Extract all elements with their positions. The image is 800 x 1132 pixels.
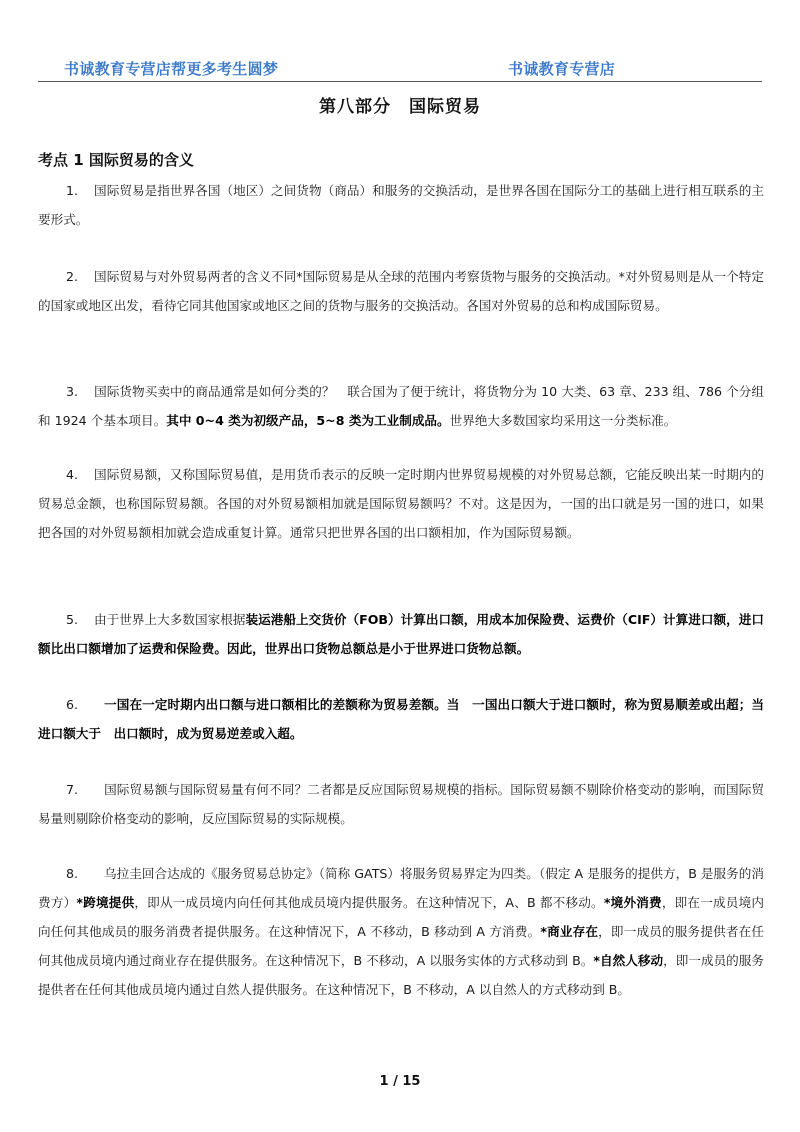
paragraph-6 <box>38 690 764 748</box>
paragraph-4 <box>38 460 764 547</box>
paragraph-text: 国际贸易与对外贸易两者的含义不同*国际贸易是从全球的范围内考察货物与服务的交换活动。*对外贸易则是从一个特定的国家或地区出发，看待它同其他国家或地区之间的货物与服务的交换活动。各国对外贸易的总和构成国际贸易。 <box>38 269 764 313</box>
header-store-slogan: 书诚教育专营店帮更多考生圆梦 <box>64 60 279 78</box>
paragraph-number: 1. <box>66 183 79 198</box>
paragraph-text: ，即一成员的服务提供者在任何其他成员境内通过商业存在提供服务。在这种情况下，B 不移动，A 以服务实体的方式移动到 B。 <box>38 924 764 968</box>
paragraph-text: 国际贸易是指世界各国（地区）之间货物（商品）和服务的交换活动，是世界各国在国际分工的基础上进行相互联系的主要形式。 <box>38 183 764 227</box>
emphasized-text: 一国在一定时期内出口额与进口额相比的差额称为贸易差额。当 一国出口额大于进口额时，称为贸易顺差或出超；当进口额大于 出口额时，成为贸易逆差或入超。 <box>38 697 764 741</box>
paragraph-8 <box>38 859 764 1004</box>
page-total: 15 <box>402 1074 421 1089</box>
emphasized-text: 其中 0~4 类为初级产品，5~8 类为工业制成品。 <box>166 413 450 428</box>
paragraph-number: 4. <box>66 467 79 482</box>
emphasized-text: 装运港船上交货价（FOB）计算出口额，用成本加保险费、运费价（CIF）计算进口额，进口额比出口额增加了运费和保险费。因此，世界出口货物总额总是小于世界进口货物总额。 <box>38 612 764 656</box>
paragraph-text: 国际贸易额，又称国际贸易值，是用货币表示的反映一定时期内世界贸易规模的对外贸易总额，它能反映出某一时期内的贸易总金额，也称国际贸易额。各国的对外贸易额相加就是国际贸易额吗？不对。这是因为，一国的出口就是另一国的进口，如果把各国的对外贸易额相加就会造成重复计算。通常只把世界各国的出口额相加，作为国际贸易额。 <box>38 467 764 540</box>
paragraph-5 <box>38 605 764 663</box>
paragraph-number: 5. <box>66 612 79 627</box>
paragraph-number: 8. <box>66 866 79 881</box>
emphasized-text: *境外消费 <box>603 895 662 910</box>
paragraph-text: ，即从一成员境内向任何其他成员境内提供服务。在这种情况下，A、B 都不移动。 <box>134 895 604 910</box>
page-header <box>38 56 762 82</box>
page-number <box>0 1074 800 1089</box>
paragraph-number: 7. <box>66 782 79 797</box>
paragraph-text: 世界绝大多数国家均采用这一分类标准。 <box>449 413 677 428</box>
paragraph-text: ，即在一成员境内向任何其他成员的服务消费者提供服务。在这种情况下，A 不移动，B 移动到 A 方消费。 <box>38 895 764 939</box>
paragraph-text: ，即一成员的服务提供者在任何其他成员境内通过自然人提供服务。在这种情况下，B 不移动，A 以自然人的方式移动到 B。 <box>38 953 765 997</box>
section-heading: 考点 1 国际贸易的含义 <box>38 151 194 169</box>
emphasized-text: *商业存在 <box>540 924 599 939</box>
page-separator: / <box>388 1074 403 1089</box>
paragraph-1 <box>38 176 764 234</box>
paragraph-2 <box>38 262 764 320</box>
paragraph-number: 2. <box>66 269 79 284</box>
document-title: 第八部分 国际贸易 <box>319 97 481 117</box>
emphasized-text: *跨境提供 <box>76 895 135 910</box>
paragraph-text: 国际货物买卖中的商品通常是如何分类的？ 联合国为了便于统计，将货物分为 10 大类、63 章、233 组、786 个分组和 1924 个基本项目。 <box>38 384 764 428</box>
paragraph-3 <box>38 377 764 435</box>
paragraph-7 <box>38 775 764 833</box>
emphasized-text: *自然人移动 <box>593 953 664 968</box>
paragraph-number: 3. <box>66 384 79 399</box>
header-store-name: 书诚教育专营店 <box>508 60 616 78</box>
paragraph-text: 国际贸易额与国际贸易量有何不同？二者都是反应国际贸易规模的指标。国际贸易额不剔除价格变动的影响，而国际贸易量则剔除价格变动的影响，反应国际贸易的实际规模。 <box>38 782 764 826</box>
page-current: 1 <box>379 1074 389 1089</box>
paragraph-text: 乌拉圭回合达成的《服务贸易总协定》（简称 GATS）将服务贸易界定为四类。（假定 A 是服务的提供方，B 是服务的消费方） <box>38 866 764 910</box>
paragraph-text: 由于世界上大多数国家根据 <box>94 612 246 627</box>
paragraph-number: 6. <box>66 697 79 712</box>
